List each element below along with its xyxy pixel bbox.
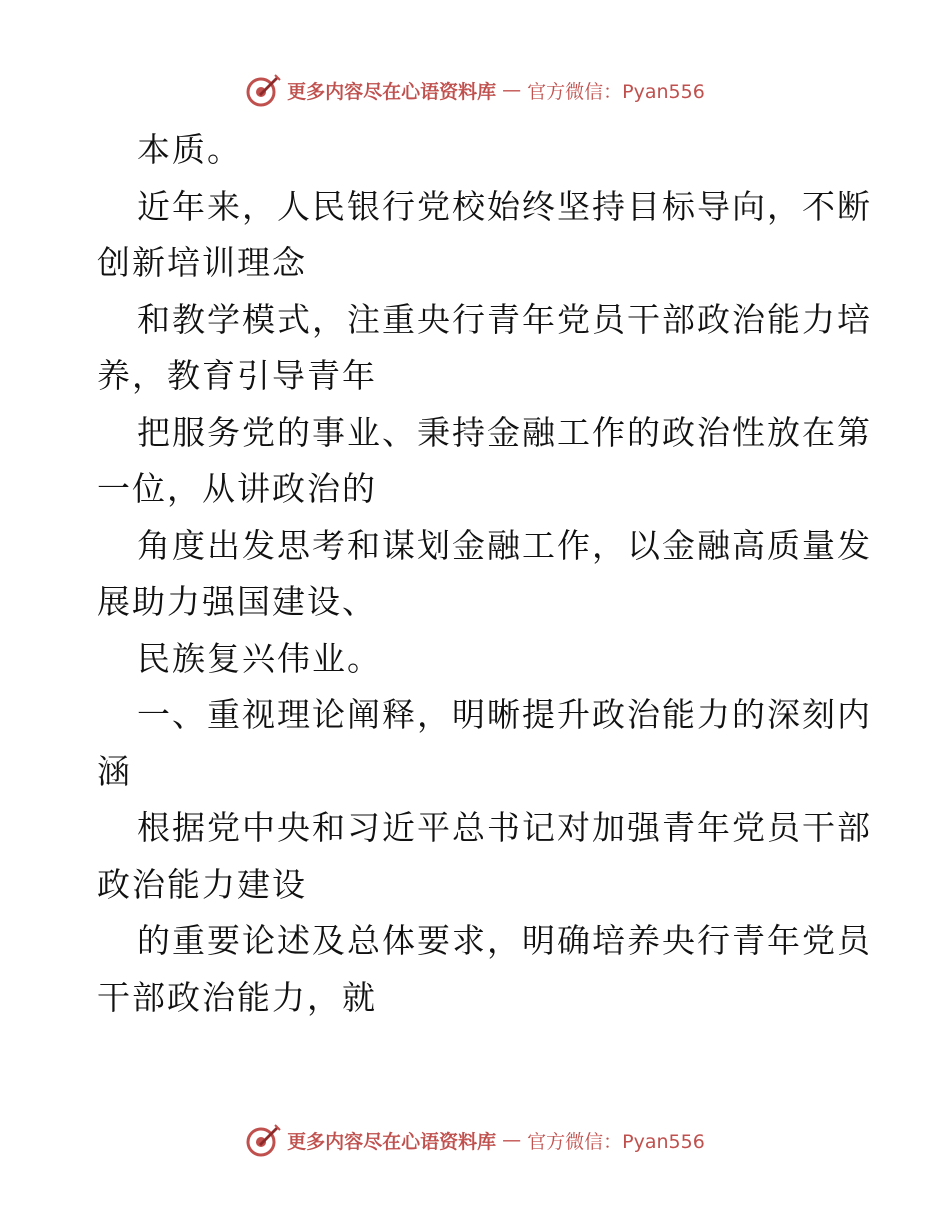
paragraph-line: 一、重视理论阐释，明晰提升政治能力的深刻内 bbox=[137, 695, 872, 734]
footer-separator: — bbox=[502, 1129, 522, 1151]
header-contact: 官方微信：Pyan556 bbox=[527, 80, 705, 103]
paragraph-line: 根据党中央和习近平总书记对加强青年党员干部 bbox=[137, 808, 872, 847]
paragraph bbox=[97, 122, 857, 179]
paragraph bbox=[97, 179, 872, 292]
footer-contact: 官方微信：Pyan556 bbox=[527, 1130, 705, 1153]
header-text: 更多内容尽在心语资料库 bbox=[287, 80, 497, 103]
paragraph bbox=[97, 518, 872, 631]
footer-text: 更多内容尽在心语资料库 bbox=[287, 1130, 497, 1153]
paragraph bbox=[97, 292, 872, 405]
paragraph bbox=[97, 913, 872, 1026]
paragraph-line: 展助力强国建设、 bbox=[97, 582, 377, 621]
paragraph bbox=[97, 405, 872, 518]
quill-pen-logo-icon bbox=[245, 1122, 281, 1158]
paragraph-line: 本质。 bbox=[137, 130, 242, 169]
page-footer bbox=[0, 1120, 950, 1160]
paragraph-line: 养，教育引导青年 bbox=[97, 356, 377, 395]
paragraph-line: 和教学模式，注重央行青年党员干部政治能力培 bbox=[137, 299, 872, 339]
quill-pen-logo-icon bbox=[245, 72, 281, 108]
paragraph-line: 近年来，人民银行党校始终坚持目标导向，不断 bbox=[137, 186, 872, 226]
paragraph-line: 涵 bbox=[97, 751, 132, 791]
paragraph bbox=[97, 631, 857, 688]
paragraph-line: 角度出发思考和谋划金融工作，以金融高质量发 bbox=[137, 525, 872, 565]
page-header bbox=[0, 70, 950, 110]
paragraph-line: 干部政治能力，就 bbox=[97, 977, 377, 1017]
paragraph-line: 把服务党的事业、秉持金融工作的政治性放在第 bbox=[137, 412, 872, 452]
document-body bbox=[97, 122, 872, 1026]
paragraph-line: 的重要论述及总体要求，明确培养央行青年党员 bbox=[137, 921, 872, 960]
paragraph-line: 创新培训理念 bbox=[97, 243, 307, 282]
section-heading bbox=[97, 687, 872, 800]
paragraph bbox=[97, 800, 872, 913]
header-separator: — bbox=[502, 79, 522, 101]
paragraph-line: 民族复兴伟业。 bbox=[137, 638, 382, 678]
paragraph-line: 政治能力建设 bbox=[97, 864, 307, 904]
paragraph-line: 一位，从讲政治的 bbox=[97, 469, 377, 508]
